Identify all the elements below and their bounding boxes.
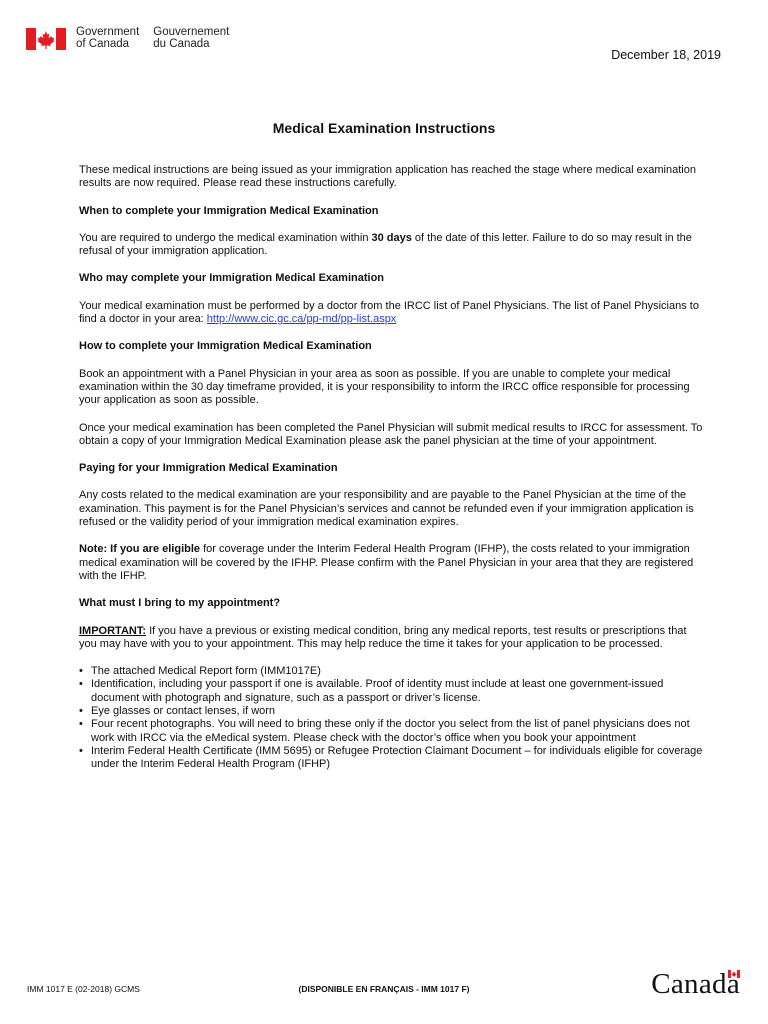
how-paragraph-2: Once your medical examination has been completed the Panel Physician will submit medical results to IRCC for assessment. To obtain a copy of your Immigration Medical Examination please ask the panel physician at the time of your appointment. <box>79 421 703 447</box>
gov-fr-line1: Gouvernement <box>153 26 230 38</box>
page-title: Medical Examination Instructions <box>272 120 496 136</box>
when-text-after: of the date of this letter. Failure to do so may result in the refusal of your immigration application. <box>79 231 692 258</box>
french-availability-notice: (DISPONIBLE EN FRANÇAIS - IMM 1017 F) <box>298 984 470 994</box>
important-label: IMPORTANT: <box>79 624 147 637</box>
when-heading: When to complete your Immigration Medical Examination <box>79 204 379 217</box>
important-text: If you have a previous or existing medical condition, bring any medical reports, test results or prescriptions that you may have with you to your appointment. This may help reduce the time it takes for your application to be processed. <box>79 624 687 650</box>
list-item: • Identification, including your passport if one is available. Proof of identity must include at least one government-issued document with photograph and signature, such as a passport or driver’s license. <box>79 678 705 705</box>
letter-date: December 18, 2019 <box>611 48 721 62</box>
list-item: • The attached Medical Report form (IMM1017E) <box>79 665 705 678</box>
how-heading: How to complete your Immigration Medical Examination <box>79 340 372 353</box>
note-text: for coverage under the Interim Federal Health Program (IFHP), the costs related to your immigration medical examination will be covered by the IFHP. Please confirm with the Panel Physician in your area that they are registered with the IFHP. <box>79 543 694 582</box>
list-item: • Eye glasses or contact lenses, if worn <box>79 705 705 718</box>
gov-name-french <box>153 26 229 50</box>
gov-en-line1: Government <box>76 26 140 38</box>
letter-body <box>79 164 705 772</box>
canada-flag-icon <box>26 28 66 50</box>
when-paragraph <box>79 232 705 259</box>
list-item: • Four recent photographs. You will need to bring these only if the doctor you select from the list of panel physicians does not work with IRCC via the eMedical system. Please check with the doctor’s office when you book your appointment <box>79 718 705 745</box>
list-item: • Interim Federal Health Certificate (IMM 5695) or Refugee Protection Claimant Document – for individuals eligible for coverage under the Interim Federal Health Program (IFHP) <box>79 745 705 772</box>
how-paragraph-1: Book an appointment with a Panel Physician in your area as soon as possible. If you are unable to complete your medical examination within the 30 day timeframe provided, it is your responsibility to inform the IRCC office responsible for processing your application as soon as possible. <box>79 367 690 407</box>
intro-paragraph: These medical instructions are being issued as your immigration application has reached the stage where medical examination results are now required. Please read these instructions carefully. <box>79 164 696 190</box>
who-paragraph <box>79 300 705 327</box>
ifhp-note <box>79 543 705 583</box>
who-text: Your medical examination must be performed by a doctor from the IRCC list of Panel Physicians. The list of Panel Physicians to find a doctor in your area: <box>79 299 699 326</box>
gov-en-line2: of Canada <box>76 38 130 50</box>
panel-physicians-link[interactable]: http://www.cic.gc.ca/pp-md/pp-list.aspx <box>206 313 397 326</box>
gov-name-english <box>76 26 139 50</box>
gov-fr-line2: du Canada <box>153 38 210 50</box>
bring-heading: What must I bring to my appointment? <box>79 597 281 610</box>
government-signature <box>26 26 229 50</box>
paying-heading: Paying for your Immigration Medical Examination <box>79 462 338 475</box>
who-heading: Who may complete your Immigration Medical Examination <box>79 272 385 285</box>
canada-wordmark: Canada <box>651 968 740 1000</box>
form-code: IMM 1017 E (02-2018) GCMS <box>27 984 140 994</box>
important-paragraph <box>79 625 705 652</box>
paying-paragraph: Any costs related to the medical examination are your responsibility and are payable to the Panel Physician at the time of the examination. This payment is for the Panel Physician’s services and cannot be refunded even if your immigration application is refused or the validity period of your immigration medical examination expires. <box>79 489 694 529</box>
bring-list <box>79 665 705 771</box>
when-text-before: You are required to undergo the medical examination within <box>79 231 372 244</box>
deadline-days: 30 days <box>371 231 412 244</box>
note-label: Note: If you are eligible <box>79 543 201 556</box>
